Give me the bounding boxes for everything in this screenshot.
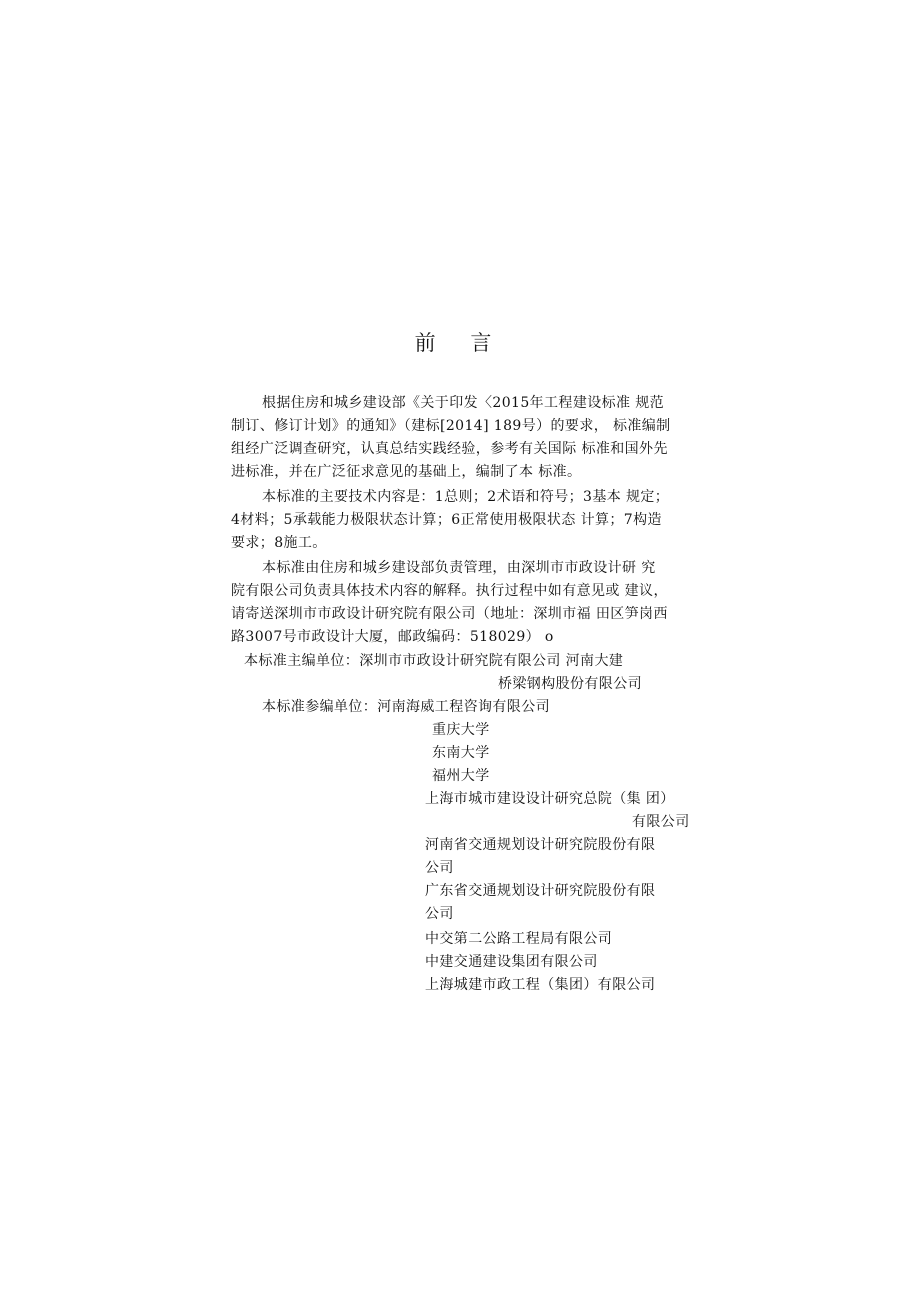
- participants-label-line: 本标准参编单位：河南海威工程咨询有限公司: [262, 699, 550, 715]
- participant-unit: 上海城建市政工程（集团）有限公司: [425, 977, 656, 993]
- para2-line-2: 4材料；5承载能力极限状态计算；6正常使用极限状态 计算；7构造: [231, 512, 662, 528]
- participant-unit-continuation: 公司: [425, 906, 454, 922]
- para1-line-4: 进标准，并在广泛征求意见的基础上，编制了本 标准。: [231, 464, 582, 480]
- participant-unit: 河南省交通规划设计研究院股份有限: [425, 837, 656, 853]
- chief-editor-line-1: 本标准主编单位：深圳市市政设计研究院有限公司 河南大建: [244, 653, 624, 669]
- participant-unit: 中交第二公路工程局有限公司: [425, 931, 613, 947]
- para3-line-2: 院有限公司负责具体技术内容的解释。执行过程中如有意见或 建议，: [231, 583, 668, 599]
- participant-unit: 东南大学: [432, 745, 490, 761]
- para1-line-2: 制订、修订计划》的通知》（建标[2014] 189号）的要求， 标准编制: [231, 418, 671, 434]
- para3-line-1: 本标准由住房和城乡建设部负责管理，由深圳市市政设计研 究: [262, 560, 656, 576]
- para3-line-3: 请寄送深圳市市政设计研究院有限公司（地址：深圳市福 田区笋岗西: [231, 606, 668, 622]
- chief-editor-line-2: 桥梁钢构股份有限公司: [498, 676, 642, 692]
- para1-line-1: 根据住房和城乡建设部《关于印发〈2015年工程建设标准 规范: [262, 395, 665, 411]
- participant-unit: 上海市城市建设设计研究总院（集 团）: [425, 791, 675, 807]
- participant-unit: 重庆大学: [432, 722, 490, 738]
- para3-line-4: 路3007号市政设计大厦，邮政编码：518029） o: [231, 629, 554, 645]
- participant-unit: 广东省交通规划设计研究院股份有限: [425, 883, 656, 899]
- para2-line-3: 要求；8施工。: [231, 535, 327, 551]
- participant-unit-continuation: 有限公司: [632, 814, 690, 830]
- para1-line-3: 组经广泛调查研究，认真总结实践经验，参考有关国际 标准和国外先: [231, 441, 668, 457]
- participant-unit-continuation: 公司: [425, 860, 454, 876]
- participant-unit: 中建交通建设集团有限公司: [425, 954, 598, 970]
- participant-unit: 福州大学: [432, 768, 490, 784]
- para2-line-1: 本标准的主要技术内容是：1总则；2术语和符号；3基本 规定；: [262, 489, 670, 505]
- page-title: 前 言: [414, 331, 506, 355]
